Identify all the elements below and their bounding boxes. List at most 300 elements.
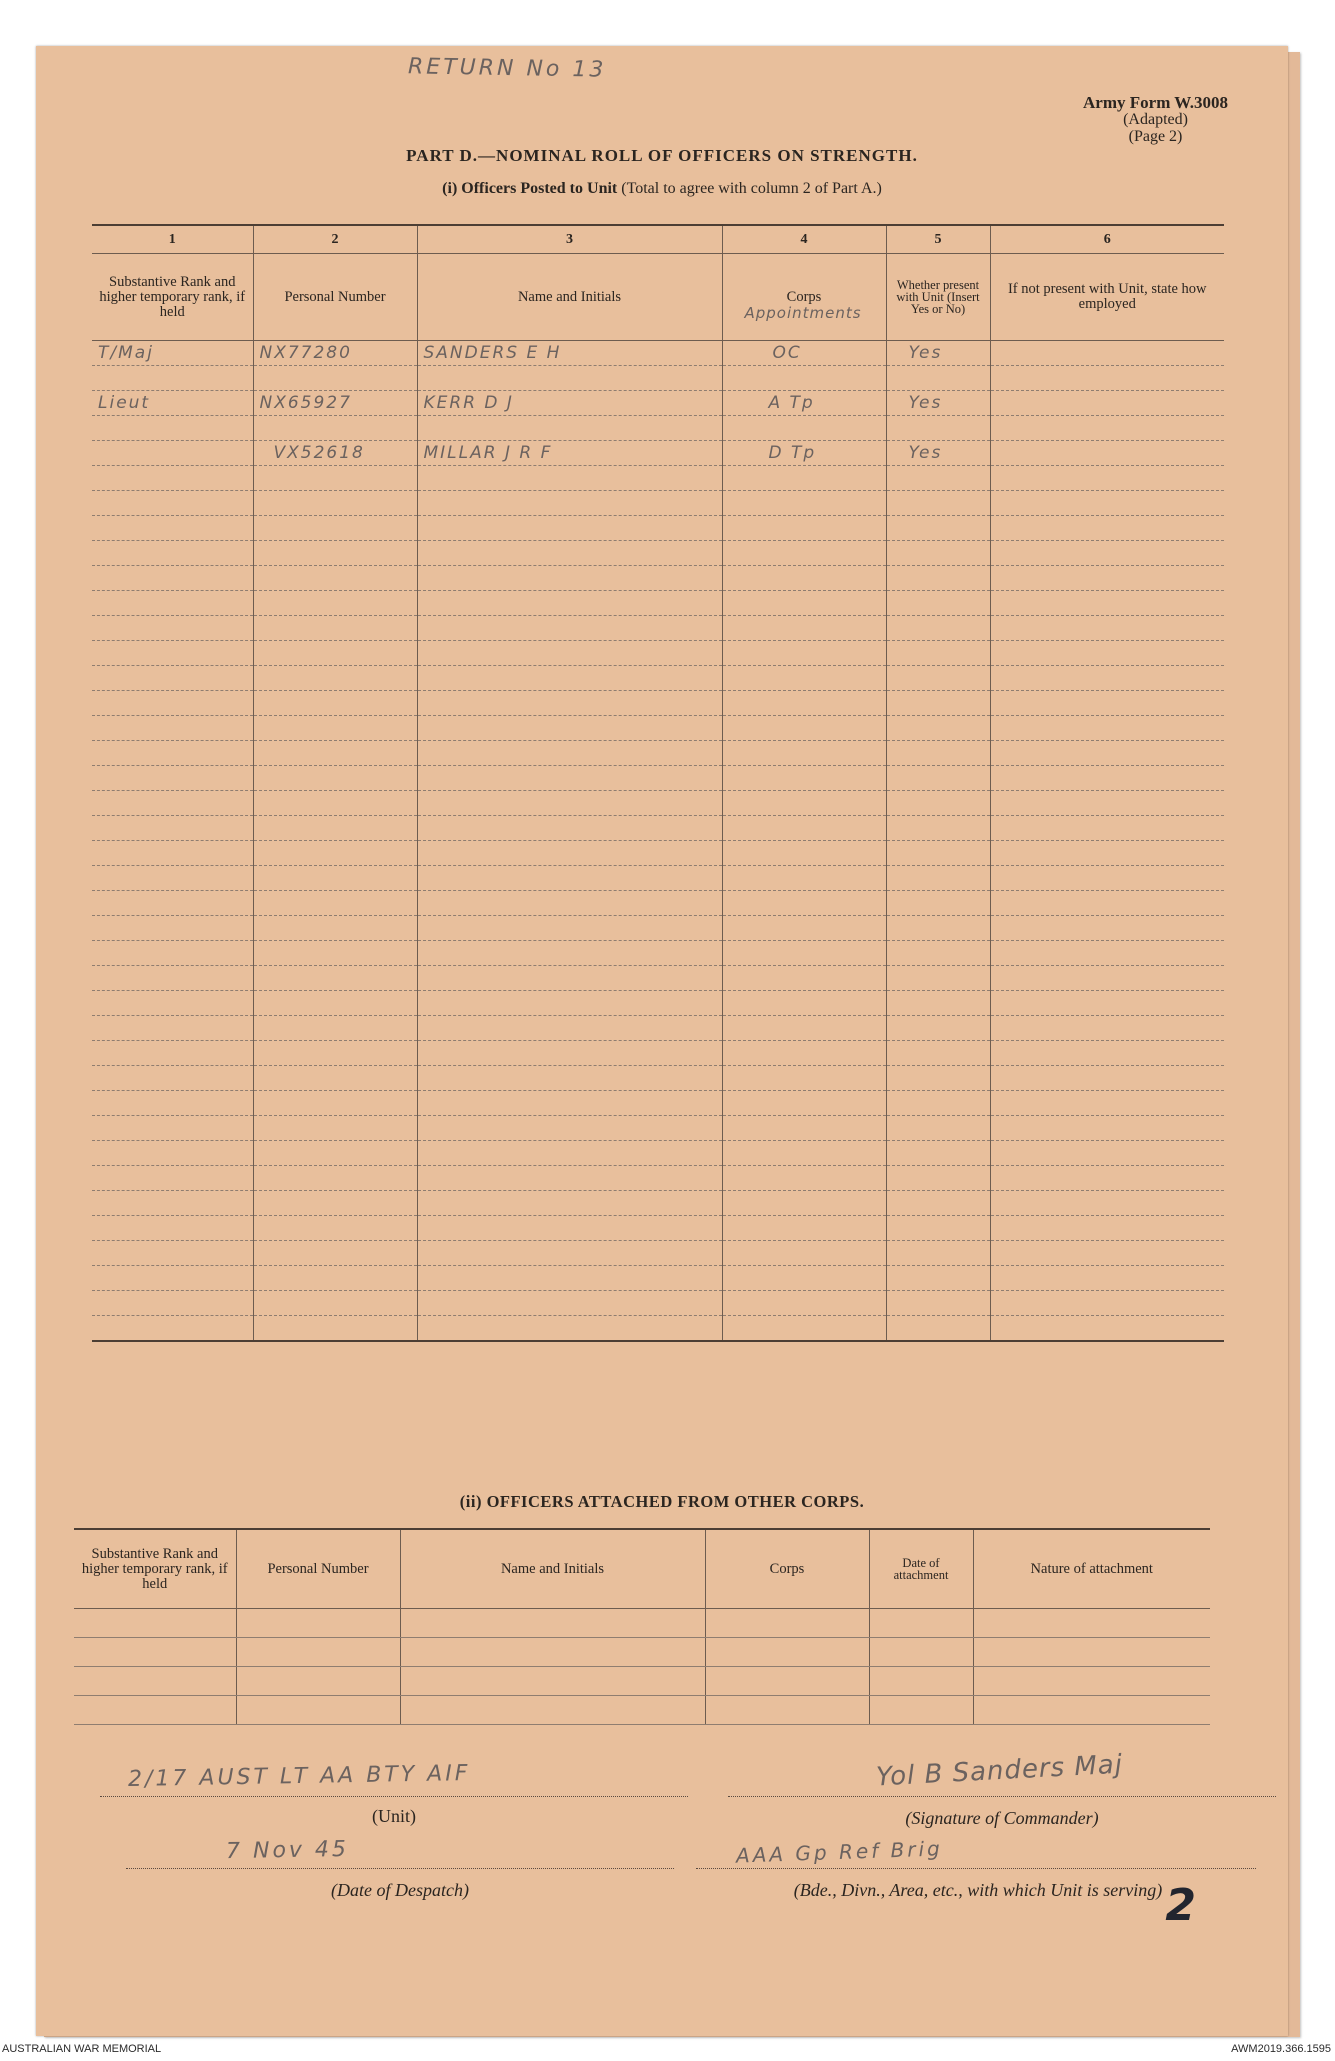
table-row — [92, 466, 1224, 491]
blank-cell — [722, 591, 886, 616]
blank-cell — [990, 791, 1224, 816]
blank-cell — [253, 991, 417, 1016]
blank-cell — [74, 1667, 236, 1696]
blank-cell — [973, 1638, 1210, 1667]
blank-cell — [990, 466, 1224, 491]
blank-cell — [705, 1638, 869, 1667]
blank-cell — [417, 966, 722, 991]
header-name: Name and Initials — [400, 1529, 705, 1609]
table-row — [92, 691, 1224, 716]
blank-cell — [417, 1216, 722, 1241]
column-number-row — [92, 225, 1224, 254]
blank-cell — [417, 491, 722, 516]
blank-cell — [400, 1667, 705, 1696]
blank-cell — [253, 1266, 417, 1291]
footer-accession: AWM2019.366.1595 — [1231, 2043, 1331, 2055]
blank-cell — [722, 1141, 886, 1166]
blank-cell — [886, 1066, 990, 1091]
blank-cell — [92, 641, 253, 666]
table-row — [74, 1696, 1210, 1725]
blank-cell — [417, 916, 722, 941]
blank-cell — [990, 716, 1224, 741]
blank-cell — [92, 941, 253, 966]
blank-cell — [886, 716, 990, 741]
blank-cell — [417, 766, 722, 791]
blank-cell — [722, 816, 886, 841]
table-row — [92, 1216, 1224, 1241]
form-code: Army Form W.3008 — [1083, 93, 1228, 112]
blank-cell — [92, 1216, 253, 1241]
blank-cell — [417, 891, 722, 916]
blank-cell — [990, 1191, 1224, 1216]
part-d-subtitle — [36, 180, 1288, 198]
unit-label: (Unit) — [372, 1806, 416, 1826]
blank-cell — [722, 1016, 886, 1041]
blank-cell — [990, 1316, 1224, 1342]
blank-cell — [92, 1241, 253, 1266]
corps-handwritten: Appointments — [744, 304, 862, 322]
cell-rank — [92, 441, 253, 466]
blank-cell — [722, 741, 886, 766]
header-corps — [722, 254, 886, 341]
table-row — [92, 941, 1224, 966]
blank-cell — [417, 1066, 722, 1091]
blank-cell — [990, 1141, 1224, 1166]
blank-cell — [92, 616, 253, 641]
blank-cell — [722, 491, 886, 516]
blank-cell — [886, 891, 990, 916]
table-row — [74, 1667, 1210, 1696]
blank-cell — [417, 991, 722, 1016]
form-page: (Page 2) — [1128, 128, 1183, 145]
hand-entry: OC — [772, 343, 802, 363]
cell-employed — [990, 441, 1224, 466]
blank-cell — [886, 1091, 990, 1116]
blank-cell — [990, 491, 1224, 516]
blank-cell — [417, 1116, 722, 1141]
blank-cell — [722, 1216, 886, 1241]
blank-cell — [990, 841, 1224, 866]
cell-name — [417, 441, 722, 466]
blank-cell — [886, 1141, 990, 1166]
table-row — [92, 766, 1224, 791]
blank-cell — [92, 916, 253, 941]
table-row — [92, 516, 1224, 541]
blank-cell — [92, 1291, 253, 1316]
cell-present — [886, 391, 990, 416]
blank-cell — [990, 641, 1224, 666]
blank-cell — [253, 1216, 417, 1241]
blank-cell — [417, 1016, 722, 1041]
column-number: 2 — [253, 225, 417, 254]
blank-cell — [92, 466, 253, 491]
blank-cell — [417, 1191, 722, 1216]
table-row — [92, 841, 1224, 866]
blank-cell — [236, 1696, 400, 1725]
cell-present — [886, 441, 990, 466]
commander-signature: Yol B Sanders Maj — [875, 1749, 1124, 1793]
table-row — [92, 1091, 1224, 1116]
blank-cell — [886, 966, 990, 991]
blank-cell — [417, 941, 722, 966]
blank-cell — [722, 1166, 886, 1191]
blank-cell — [990, 1241, 1224, 1266]
table-row — [92, 1191, 1224, 1216]
hand-entry: NX65927 — [259, 393, 352, 413]
officers-posted-table — [92, 224, 1224, 1342]
blank-cell — [253, 541, 417, 566]
blank-cell — [886, 991, 990, 1016]
blank-cell — [253, 516, 417, 541]
blank-cell — [886, 941, 990, 966]
blank-cell — [417, 566, 722, 591]
table-row — [74, 1609, 1210, 1638]
column-number: 3 — [417, 225, 722, 254]
blank-cell — [886, 1291, 990, 1316]
blank-cell — [236, 1638, 400, 1667]
blank-cell — [990, 616, 1224, 641]
blank-cell — [990, 1091, 1224, 1116]
blank-cell — [253, 891, 417, 916]
hand-entry: Lieut — [98, 393, 151, 413]
blank-cell — [253, 1316, 417, 1342]
table-row — [92, 816, 1224, 841]
hand-entry: D Tp — [768, 443, 817, 463]
blank-cell — [886, 816, 990, 841]
blank-cell — [886, 491, 990, 516]
blank-cell — [253, 741, 417, 766]
blank-cell — [417, 641, 722, 666]
blank-cell — [400, 1638, 705, 1667]
cell-number — [253, 341, 417, 366]
blank-cell — [722, 1266, 886, 1291]
unit-handwritten: 2/17 AUST LT AA BTY AIF — [127, 1761, 471, 1792]
table-row — [92, 891, 1224, 916]
blank-cell — [886, 1216, 990, 1241]
blank-cell — [722, 1066, 886, 1091]
blank-cell — [886, 666, 990, 691]
blank-cell — [722, 766, 886, 791]
cell-employed — [990, 341, 1224, 366]
footer-credit: AUSTRALIAN WAR MEMORIAL — [2, 2043, 162, 2055]
return-number-annotation: RETURN No 13 — [407, 54, 607, 83]
blank-cell — [886, 1316, 990, 1342]
blank-cell — [417, 1166, 722, 1191]
blank-cell — [722, 516, 886, 541]
blank-cell — [722, 691, 886, 716]
blank-cell — [722, 541, 886, 566]
blank-cell — [253, 616, 417, 641]
table-row — [92, 991, 1224, 1016]
blank-cell — [973, 1609, 1210, 1638]
blank-cell — [400, 1696, 705, 1725]
table-row — [92, 1241, 1224, 1266]
blank-cell — [92, 766, 253, 791]
hand-entry: Yes — [908, 393, 943, 413]
blank-cell — [253, 1016, 417, 1041]
blank-cell — [990, 691, 1224, 716]
hand-entry: NX77280 — [259, 343, 352, 363]
blank-cell — [92, 516, 253, 541]
blank-cell — [92, 1016, 253, 1041]
blank-cell — [722, 641, 886, 666]
table-row — [92, 791, 1224, 816]
blank-cell — [990, 541, 1224, 566]
blank-cell — [253, 716, 417, 741]
blank-cell — [92, 1041, 253, 1066]
table-row — [92, 1016, 1224, 1041]
table-row — [92, 341, 1224, 366]
blank-cell — [886, 566, 990, 591]
blank-cell — [973, 1667, 1210, 1696]
blank-cell — [92, 741, 253, 766]
blank-cell — [722, 616, 886, 641]
blank-cell — [92, 1116, 253, 1141]
hand-entry: KERR D J — [423, 393, 514, 413]
cell-corps — [722, 441, 886, 466]
blank-cell — [886, 541, 990, 566]
blank-cell — [886, 466, 990, 491]
blank-cell — [886, 1116, 990, 1141]
blank-cell — [417, 466, 722, 491]
blank-cell — [253, 1191, 417, 1216]
blank-cell — [92, 891, 253, 916]
blank-cell — [253, 866, 417, 891]
hand-entry: VX52618 — [273, 443, 365, 463]
hand-entry: Yes — [908, 443, 943, 463]
blank-cell — [253, 816, 417, 841]
blank-cell — [722, 1091, 886, 1116]
header-rank: Substantive Rank and higher temporary rank, if held — [92, 254, 253, 341]
blank-cell — [722, 1191, 886, 1216]
blank-cell — [92, 666, 253, 691]
blank-cell — [253, 691, 417, 716]
table-row — [92, 1266, 1224, 1291]
table-row — [92, 366, 1224, 391]
blank-cell — [990, 516, 1224, 541]
blank-cell — [253, 1241, 417, 1266]
table-row — [92, 916, 1224, 941]
blank-cell — [722, 1241, 886, 1266]
blank-cell — [886, 791, 990, 816]
blank-cell — [990, 1266, 1224, 1291]
blank-cell — [705, 1667, 869, 1696]
blank-cell — [400, 1609, 705, 1638]
blank-cell — [990, 916, 1224, 941]
table-row — [92, 1141, 1224, 1166]
blank-cell — [990, 766, 1224, 791]
blank-cell — [417, 741, 722, 766]
blank-cell — [722, 1041, 886, 1066]
header-personal-number: Personal Number — [236, 1529, 400, 1609]
header-rank: Substantive Rank and higher temporary rank, if held — [74, 1529, 236, 1609]
blank-cell — [886, 766, 990, 791]
blank-cell — [417, 666, 722, 691]
blank-cell — [253, 1066, 417, 1091]
cell-employed — [990, 391, 1224, 416]
blank-cell — [253, 1091, 417, 1116]
table-row — [92, 866, 1224, 891]
blank-cell — [886, 916, 990, 941]
blank-cell — [253, 591, 417, 616]
blank-cell — [253, 916, 417, 941]
blank-cell — [92, 791, 253, 816]
blank-cell — [92, 541, 253, 566]
part-d-title: PART D.—NOMINAL ROLL OF OFFICERS ON STRENGTH. — [406, 146, 918, 165]
blank-cell — [417, 1266, 722, 1291]
blank-cell — [990, 991, 1224, 1016]
blank-cell — [253, 1141, 417, 1166]
column-number: 6 — [990, 225, 1224, 254]
table-row — [92, 741, 1224, 766]
blank-cell — [990, 1291, 1224, 1316]
blank-cell — [722, 966, 886, 991]
blank-cell — [92, 1191, 253, 1216]
blank-cell — [886, 591, 990, 616]
blank-cell — [886, 1016, 990, 1041]
blank-cell — [92, 691, 253, 716]
blank-cell — [92, 491, 253, 516]
blank-cell — [236, 1609, 400, 1638]
subtitle-rest: (Total to agree with column 2 of Part A.) — [621, 180, 882, 197]
blank-cell — [92, 566, 253, 591]
blank-cell — [869, 1696, 973, 1725]
form-sheet — [36, 46, 1288, 2036]
date-handwritten: 7 Nov 45 — [225, 1836, 350, 1865]
blank-cell — [886, 691, 990, 716]
form-adapted: (Adapted) — [1123, 111, 1188, 128]
formation-label: (Bde., Divn., Area, etc., with which Unit is serving) — [793, 1880, 1163, 1900]
blank-cell — [886, 616, 990, 641]
blank-cell — [417, 841, 722, 866]
blank-cell — [253, 1116, 417, 1141]
blank-cell — [886, 866, 990, 891]
blank-cell — [417, 1091, 722, 1116]
blank-cell — [417, 541, 722, 566]
blank-cell — [722, 466, 886, 491]
column-header-row — [92, 254, 1224, 341]
date-line — [126, 1868, 674, 1869]
blank-cell — [92, 1316, 253, 1342]
header-personal-number: Personal Number — [253, 254, 417, 341]
blank-cell — [722, 1291, 886, 1316]
header-nature: Nature of attachment — [973, 1529, 1210, 1609]
table-row — [92, 1316, 1224, 1342]
hand-entry: MILLAR J R F — [423, 443, 553, 463]
blank-cell — [92, 1166, 253, 1191]
blank-cell — [990, 941, 1224, 966]
blank-cell — [417, 516, 722, 541]
blank-cell — [886, 1166, 990, 1191]
blank-cell — [990, 591, 1224, 616]
column-header-row — [74, 1529, 1210, 1609]
blank-cell — [417, 716, 722, 741]
blank-cell — [417, 616, 722, 641]
header-present: Whether present with Unit (Insert Yes or No) — [886, 254, 990, 341]
blank-cell — [253, 491, 417, 516]
blank-cell — [92, 841, 253, 866]
blank-cell — [886, 641, 990, 666]
blank-cell — [722, 841, 886, 866]
table-row — [92, 1041, 1224, 1066]
hand-entry: T/Maj — [98, 343, 154, 363]
blank-cell — [990, 866, 1224, 891]
blank-cell — [990, 666, 1224, 691]
blank-cell — [253, 666, 417, 691]
cell-name — [417, 341, 722, 366]
blank-cell — [990, 1016, 1224, 1041]
blank-cell — [74, 1638, 236, 1667]
blank-cell — [253, 766, 417, 791]
column-number: 1 — [92, 225, 253, 254]
table-row — [92, 1116, 1224, 1141]
blank-cell — [253, 941, 417, 966]
blank-cell — [92, 966, 253, 991]
blank-cell — [973, 1696, 1210, 1725]
blank-cell — [92, 1091, 253, 1116]
blank-cell — [990, 966, 1224, 991]
blank-cell — [417, 816, 722, 841]
table-row — [92, 966, 1224, 991]
hand-entry: SANDERS E H — [423, 343, 562, 363]
header-corps-label: Corps — [786, 288, 822, 305]
blank-cell — [417, 1316, 722, 1342]
column-number: 4 — [722, 225, 886, 254]
blank-cell — [722, 791, 886, 816]
blank-cell — [886, 1041, 990, 1066]
blank-cell — [92, 866, 253, 891]
blank-cell — [722, 566, 886, 591]
blank-cell — [722, 891, 886, 916]
blank-cell — [990, 891, 1224, 916]
cell-corps — [722, 391, 886, 416]
table-row — [92, 666, 1224, 691]
table-row — [92, 491, 1224, 516]
table-row — [92, 591, 1224, 616]
blank-cell — [722, 666, 886, 691]
table-row — [92, 641, 1224, 666]
blank-cell — [886, 841, 990, 866]
officers-attached-table — [74, 1528, 1210, 1725]
hand-entry: A Tp — [768, 393, 815, 413]
table-row — [92, 1291, 1224, 1316]
subtitle-bold: (i) Officers Posted to Unit — [442, 180, 618, 197]
table-row — [92, 441, 1224, 466]
blank-cell — [886, 1241, 990, 1266]
cell-rank — [92, 391, 253, 416]
header-date: Date of attachment — [869, 1529, 973, 1609]
blank-cell — [417, 1241, 722, 1266]
table-row — [92, 416, 1224, 441]
blank-cell — [869, 1609, 973, 1638]
table-row — [74, 1638, 1210, 1667]
table-row — [92, 1066, 1224, 1091]
blank-cell — [990, 741, 1224, 766]
blank-cell — [417, 591, 722, 616]
blank-cell — [705, 1609, 869, 1638]
blank-cell — [253, 1291, 417, 1316]
blank-cell — [236, 1667, 400, 1696]
blank-rows — [74, 1609, 1210, 1725]
cell-present — [886, 341, 990, 366]
blank-cell — [253, 641, 417, 666]
date-label: (Date of Despatch) — [331, 1880, 469, 1900]
blank-cell — [253, 966, 417, 991]
header-employed: If not present with Unit, state how employed — [990, 254, 1224, 341]
blank-cell — [886, 516, 990, 541]
blank-cell — [92, 1266, 253, 1291]
blank-cell — [869, 1667, 973, 1696]
